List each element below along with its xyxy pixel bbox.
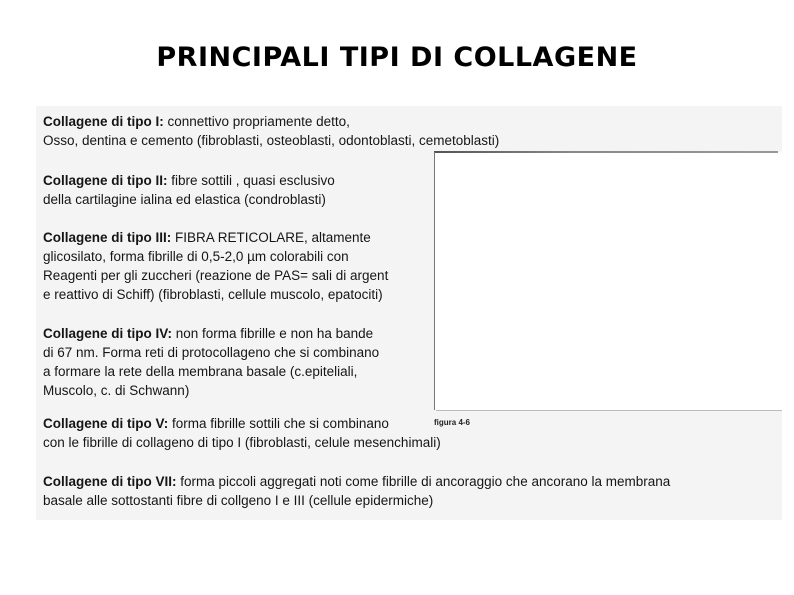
entry-text: non forma fibrille e non ha bande (172, 326, 374, 341)
entry-line: glicosilato, forma fibrille di 0,5-2,0 µm colorabili con (43, 249, 349, 264)
entry-line: e reattivo di Schiff) (fibroblasti, cellule muscolo, epatociti) (43, 287, 383, 302)
entry-collagen-type-3 (43, 228, 388, 304)
entry-first-line (43, 324, 379, 343)
figure-left-rule (434, 152, 435, 410)
entry-heading: Collagene di tipo II: (43, 173, 168, 188)
entry-collagen-type-4 (43, 324, 379, 400)
entry-line: della cartilagine ialina ed elastica (condroblasti) (43, 192, 326, 207)
entry-collagen-type-7 (43, 472, 670, 510)
figure-top-rule (434, 151, 778, 153)
entry-first-line (43, 112, 499, 131)
entry-line: con le fibrille di collageno di tipo I (fibroblasti, celule mesenchimali) (43, 435, 441, 450)
entry-heading: Collagene di tipo VII: (43, 474, 177, 489)
entry-line: basale alle sottostanti fibre di collgeno I e III (cellule epidermiche) (43, 493, 434, 508)
entry-heading: Collagene di tipo III: (43, 230, 172, 245)
entry-text: fibre sottili , quasi esclusivo (167, 173, 335, 188)
figure-area (434, 152, 782, 410)
slide-title: PRINCIPALI TIPI DI COLLAGENE (156, 42, 638, 73)
entry-heading: Collagene di tipo I: (43, 114, 164, 129)
entry-heading: Collagene di tipo IV: (43, 326, 173, 341)
entry-first-line (43, 171, 335, 190)
entry-line: a formare la rete della membrana basale (c.epiteliali, (43, 364, 358, 379)
entry-line: Osso, dentina e cemento (fibroblasti, osteoblasti, odontoblasti, cemetoblasti) (43, 133, 500, 148)
figure-label: figura 4-6 (434, 418, 471, 427)
entry-line: Muscolo, c. di Schwann) (43, 383, 190, 398)
entry-first-line (43, 228, 388, 247)
entry-text: forma fibrille sottili che si combinano (168, 416, 389, 431)
entry-first-line (43, 414, 441, 433)
entry-heading: Collagene di tipo V: (43, 416, 169, 431)
entry-text: FIBRA RETICOLARE, altamente (171, 230, 371, 245)
entry-text: connettivo propriamente detto, (163, 114, 350, 129)
entry-collagen-type-5 (43, 414, 441, 452)
entry-line: Reagenti per gli zuccheri (reazione de PAS= sali di argent (43, 268, 389, 283)
figure-bottom-rule (436, 410, 782, 411)
entry-text: forma piccoli aggregati noti come fibrille di ancoraggio che ancorano la membrana (176, 474, 671, 489)
entry-collagen-type-2 (43, 171, 335, 209)
entry-line: di 67 nm. Forma reti di protocollageno che si combinano (43, 345, 380, 360)
entry-first-line (43, 472, 670, 491)
entry-collagen-type-1 (43, 112, 499, 150)
